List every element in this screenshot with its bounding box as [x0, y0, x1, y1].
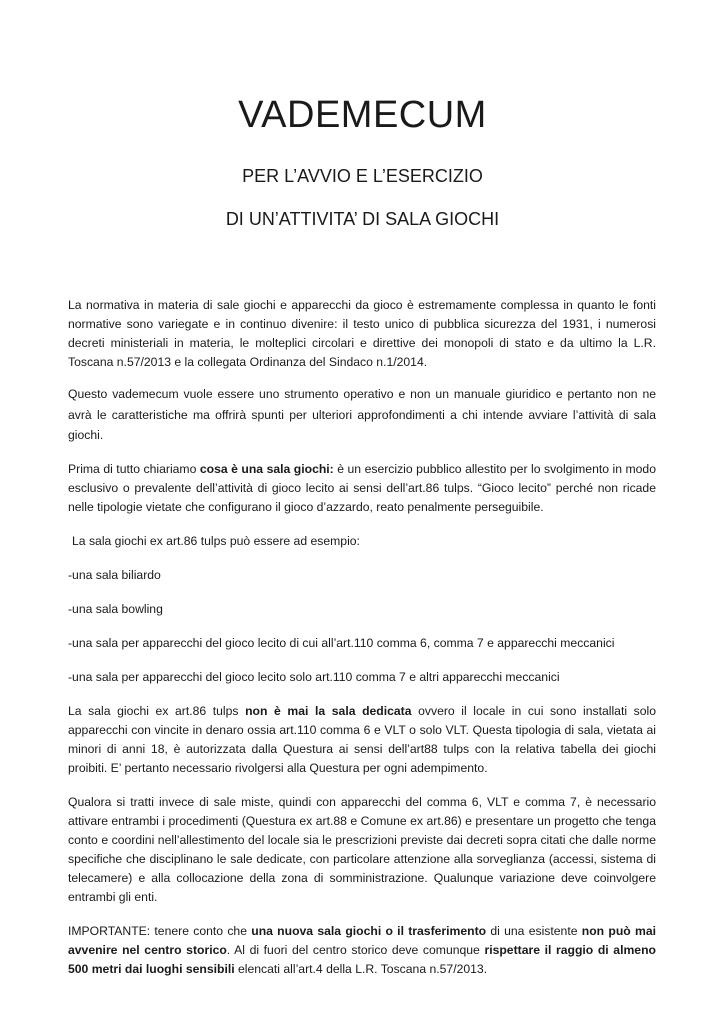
paragraph-important	[68, 922, 656, 979]
important-bold-2: non può mai avvenire nel centro storico	[68, 923, 656, 957]
document-title: VADEMECUM	[238, 94, 487, 136]
dedicated-text-end: ovvero il locale in cui sono installati solo apparecchi con vincite in denaro ossia art.110 comma 6 e VLT o solo VLT. Questa tipologia di sala, vietata ai minori di anni 18, è autorizzata dalla Questura ai sensi dell’art88 tulps con la relativa tabella dei giochi proibiti. E’ pertanto necessario rivolgersi alla Questura per ogni adempimento.	[68, 703, 657, 775]
definition-text-start: Prima di tutto chiariamo	[68, 461, 200, 476]
important-text-3: . Al di fuori del centro storico deve comunque	[226, 942, 485, 957]
important-bold-3: rispettare il raggio di almeno 500 metri dai luoghi sensibili	[68, 942, 656, 976]
list-item: -una sala biliardo	[68, 567, 161, 582]
definition-bold: cosa è una sala giochi:	[199, 461, 334, 476]
dedicated-bold: non è mai la sala dedicata	[245, 703, 412, 718]
definition-text-end: è un esercizio pubblico allestito per lo svolgimento in modo esclusivo o prevalente dell’attività di gioco lecito ai sensi dell’art.86 tulps. “Gioco lecito” perché non ricade nelle tipologie vietate che configurano il gioco d’azzardo, reato penalmente perseguibile.	[68, 461, 656, 514]
important-text-2: di una esistente	[486, 923, 582, 938]
document-subtitle-line-2: DI UN’ATTIVITA’ DI SALA GIOCHI	[225, 209, 500, 229]
important-bold-1: una nuova sala giochi o il trasferimento	[251, 923, 487, 938]
document-body	[68, 296, 656, 979]
list-item: -una sala bowling	[68, 601, 163, 616]
list-item: -una sala per apparecchi del gioco lecito di cui all’art.110 comma 6, comma 7 e apparecchi meccanici	[68, 635, 615, 650]
document-subtitle-line-1: PER L’AVVIO E L’ESERCIZIO	[242, 166, 483, 186]
paragraph-intro: La normativa in materia di sale giochi e apparecchi da gioco è estremamente complessa in quanto le fonti normative sono variegate e in continuo divenire: il testo unico di pubblica sicurezza del 1931, i numerosi decreti ministeriali in materia, le molteplici circolari e direttive dei monopoli di stato e da ultimo la L.R. Toscana n.57/2013 e la collegata Ordinanza del Sindaco n.1/2014.	[68, 298, 656, 369]
paragraph-definition	[68, 460, 656, 517]
important-text-4: elencati all’art.4 della L.R. Toscana n.57/2013.	[234, 961, 488, 976]
important-text-1: IMPORTANTE: tenere conto che	[68, 923, 252, 938]
paragraph-vademecum: Questo vademecum vuole essere uno strumento operativo e non un manuale giuridico e pertanto non ne avrà le caratteristiche ma offrirà spunti per ulteriori approfondimenti a chi intende avviare l’attività di sala giochi.	[68, 387, 656, 442]
paragraph-examples-lead: La sala giochi ex art.86 tulps può essere ad esempio:	[72, 533, 360, 548]
dedicated-text-start: La sala giochi ex art.86 tulps	[68, 703, 246, 718]
paragraph-mixed: Qualora si tratti invece di sale miste, quindi con apparecchi del comma 6, VLT e comma 7, è necessario attivare entrambi i procedimenti (Questura ex art.88 e Comune ex art.86) e presentare un progetto che tenga conto e coordini nell’allestimento del locale sia le prescrizioni previste dai decreti sopra citati che dalle norme specifiche che disciplinano le sale dedicate, con particolare attenzione alla sorveglianza (accessi, sistema di telecamere) e alla collocazione della zona di somministrazione. Qualunque variazione deve coinvolgere entrambi gli enti.	[68, 794, 656, 904]
paragraph-dedicated	[68, 702, 656, 778]
list-item: -una sala per apparecchi del gioco lecito solo art.110 comma 7 e altri apparecchi meccanici	[68, 669, 560, 684]
